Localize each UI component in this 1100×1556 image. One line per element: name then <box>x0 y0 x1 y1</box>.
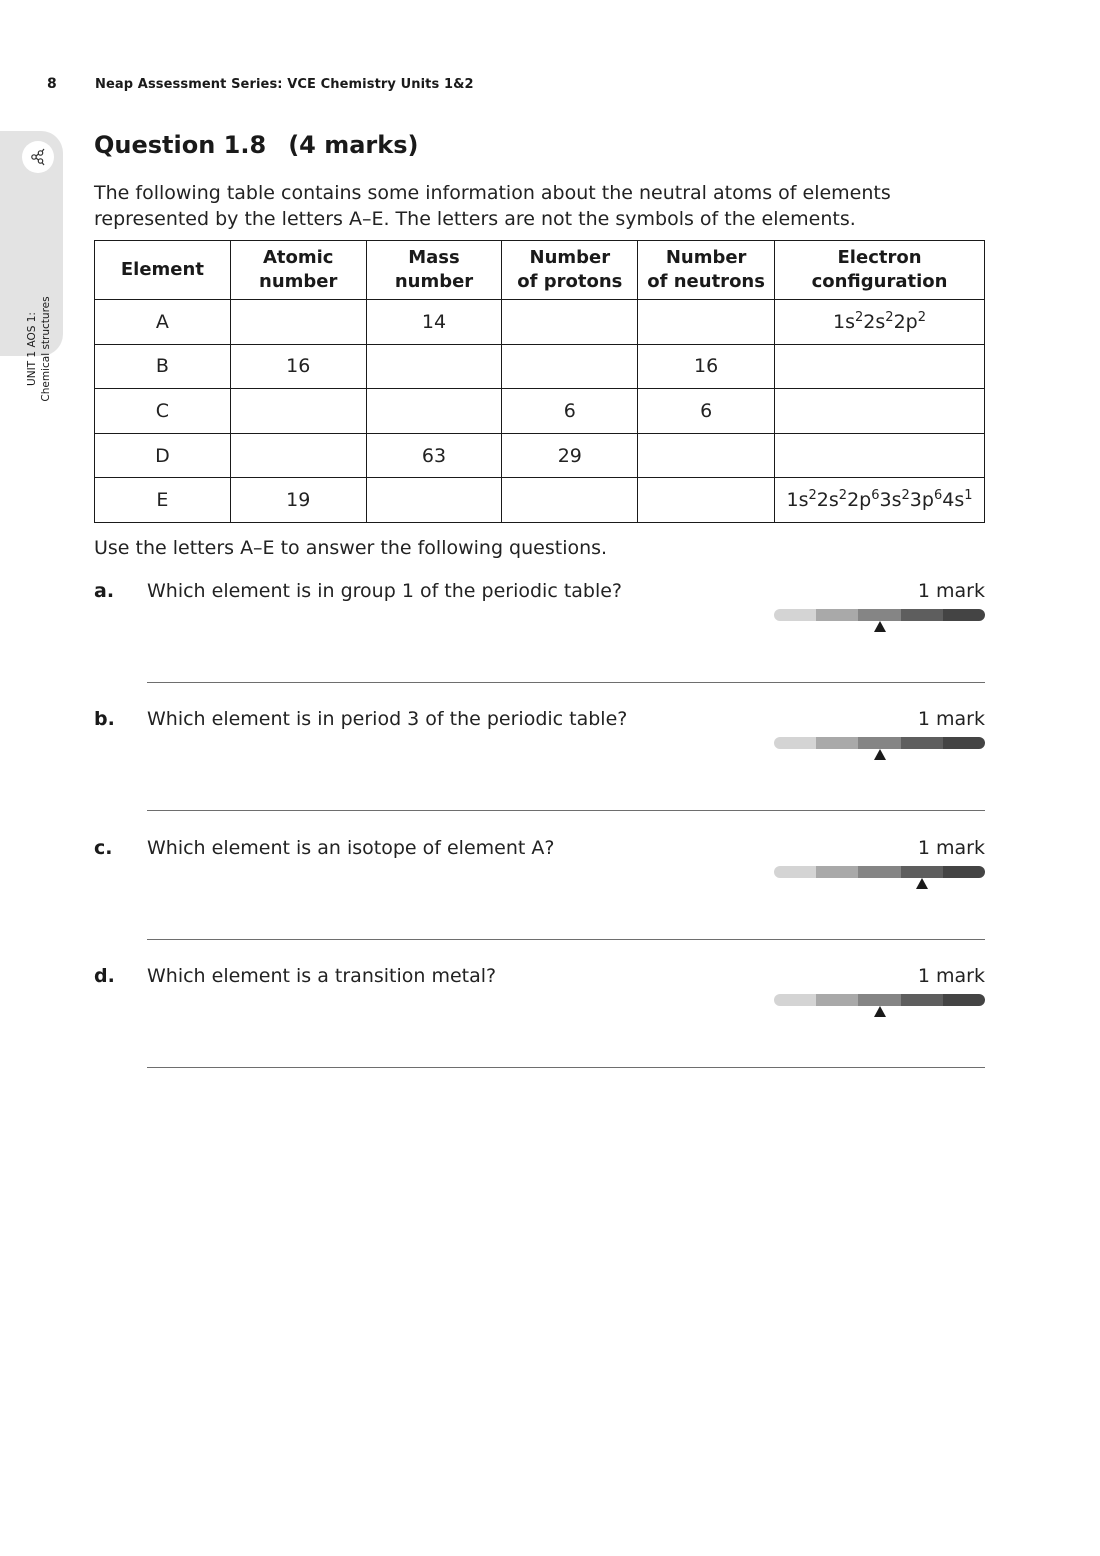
part-marks: 1 mark <box>917 708 985 730</box>
difficulty-bar <box>774 737 985 749</box>
question-number: Question 1.8 <box>94 131 267 159</box>
difficulty-segment <box>858 866 900 878</box>
header-mass-number: Mass number <box>366 241 502 300</box>
table-row <box>95 300 985 345</box>
part-letter: d. <box>94 965 115 987</box>
part-marks: 1 mark <box>917 580 985 602</box>
difficulty-segment <box>943 866 985 878</box>
cell-neutrons: 6 <box>638 389 775 434</box>
difficulty-segment <box>816 609 858 621</box>
difficulty-segment <box>943 737 985 749</box>
cell-element: B <box>95 344 231 389</box>
part-question: Which element is in period 3 of the periodic table? <box>147 708 628 730</box>
cell-atomic-number <box>230 300 366 345</box>
cell-element: C <box>95 389 231 434</box>
cell-electron-config: $1s^22s^22p^63s^23p^64s^1$ <box>775 478 985 523</box>
page-number: 8 <box>47 76 57 92</box>
cell-mass-number <box>366 478 502 523</box>
difficulty-segment <box>901 866 943 878</box>
question-part-c <box>94 837 985 947</box>
difficulty-segment <box>816 737 858 749</box>
header-neutrons: Number of neutrons <box>638 241 775 300</box>
difficulty-segment <box>774 737 816 749</box>
cell-atomic-number <box>230 389 366 434</box>
difficulty-segment <box>943 609 985 621</box>
cell-mass-number: 14 <box>366 300 502 345</box>
difficulty-segment <box>774 866 816 878</box>
difficulty-segment <box>858 737 900 749</box>
cell-electron-config <box>775 433 985 478</box>
question-part-a <box>94 580 985 690</box>
difficulty-marker-icon <box>874 621 886 632</box>
difficulty-segment <box>816 994 858 1006</box>
part-letter: c. <box>94 837 113 859</box>
difficulty-segment <box>858 609 900 621</box>
part-letter: a. <box>94 580 115 602</box>
header-protons: Number of protons <box>502 241 638 300</box>
question-heading <box>94 131 418 159</box>
unit-label-line1: UNIT 1 AOS 1: <box>26 312 38 386</box>
cell-element: A <box>95 300 231 345</box>
difficulty-segment <box>858 994 900 1006</box>
header-atomic-number: Atomic number <box>230 241 366 300</box>
cell-neutrons <box>638 433 775 478</box>
cell-neutrons <box>638 478 775 523</box>
part-letter: b. <box>94 708 115 730</box>
header-element: Element <box>95 241 231 300</box>
cell-element: E <box>95 478 231 523</box>
difficulty-segment <box>901 994 943 1006</box>
table-row <box>95 478 985 523</box>
part-question: Which element is in group 1 of the periodic table? <box>147 580 623 602</box>
cell-neutrons <box>638 300 775 345</box>
running-header: Neap Assessment Series: VCE Chemistry Units 1&2 <box>95 77 474 92</box>
difficulty-segment <box>901 609 943 621</box>
part-question: Which element is a transition metal? <box>147 965 497 987</box>
cell-element: D <box>95 433 231 478</box>
cell-mass-number: 63 <box>366 433 502 478</box>
unit-label-line2: Chemical structures <box>40 296 52 402</box>
cell-mass-number <box>366 344 502 389</box>
difficulty-segment <box>816 866 858 878</box>
table-row <box>95 344 985 389</box>
cell-electron-config <box>775 344 985 389</box>
part-marks: 1 mark <box>917 965 985 987</box>
table-row <box>95 389 985 434</box>
elements-table <box>94 240 985 523</box>
difficulty-bar <box>774 994 985 1006</box>
difficulty-segment <box>901 737 943 749</box>
difficulty-bar <box>774 866 985 878</box>
cell-neutrons: 16 <box>638 344 775 389</box>
cell-protons <box>502 344 638 389</box>
difficulty-segment <box>943 994 985 1006</box>
answer-line[interactable] <box>147 682 985 683</box>
table-row <box>95 433 985 478</box>
cell-electron-config <box>775 389 985 434</box>
header-electron-config: Electron configuration <box>775 241 985 300</box>
answer-line[interactable] <box>147 939 985 940</box>
cell-atomic-number <box>230 433 366 478</box>
cell-protons <box>502 300 638 345</box>
unit-side-tab <box>0 131 63 402</box>
cell-protons: 6 <box>502 389 638 434</box>
difficulty-segment <box>774 609 816 621</box>
part-marks: 1 mark <box>917 837 985 859</box>
difficulty-marker-icon <box>874 749 886 760</box>
difficulty-marker-icon <box>874 1006 886 1017</box>
question-intro: The following table contains some information about the neutral atoms of elements represented by the letters A–E. The letters are not the symbols of the elements. <box>94 182 891 230</box>
answer-line[interactable] <box>147 810 985 811</box>
unit-label <box>25 249 53 449</box>
cell-protons: 29 <box>502 433 638 478</box>
instructions: Use the letters A–E to answer the following questions. <box>94 537 608 559</box>
molecule-icon <box>22 141 54 173</box>
difficulty-segment <box>774 994 816 1006</box>
cell-electron-config: $1s^22s^22p^2$ <box>775 300 985 345</box>
cell-mass-number <box>366 389 502 434</box>
cell-protons <box>502 478 638 523</box>
difficulty-bar <box>774 609 985 621</box>
question-marks: (4 marks) <box>288 131 419 159</box>
answer-line[interactable] <box>147 1067 985 1068</box>
cell-atomic-number: 19 <box>230 478 366 523</box>
question-part-d <box>94 965 985 1075</box>
question-part-b <box>94 708 985 818</box>
cell-atomic-number: 16 <box>230 344 366 389</box>
difficulty-marker-icon <box>916 878 928 889</box>
table-header-row <box>95 241 985 300</box>
part-question: Which element is an isotope of element A? <box>147 837 555 859</box>
